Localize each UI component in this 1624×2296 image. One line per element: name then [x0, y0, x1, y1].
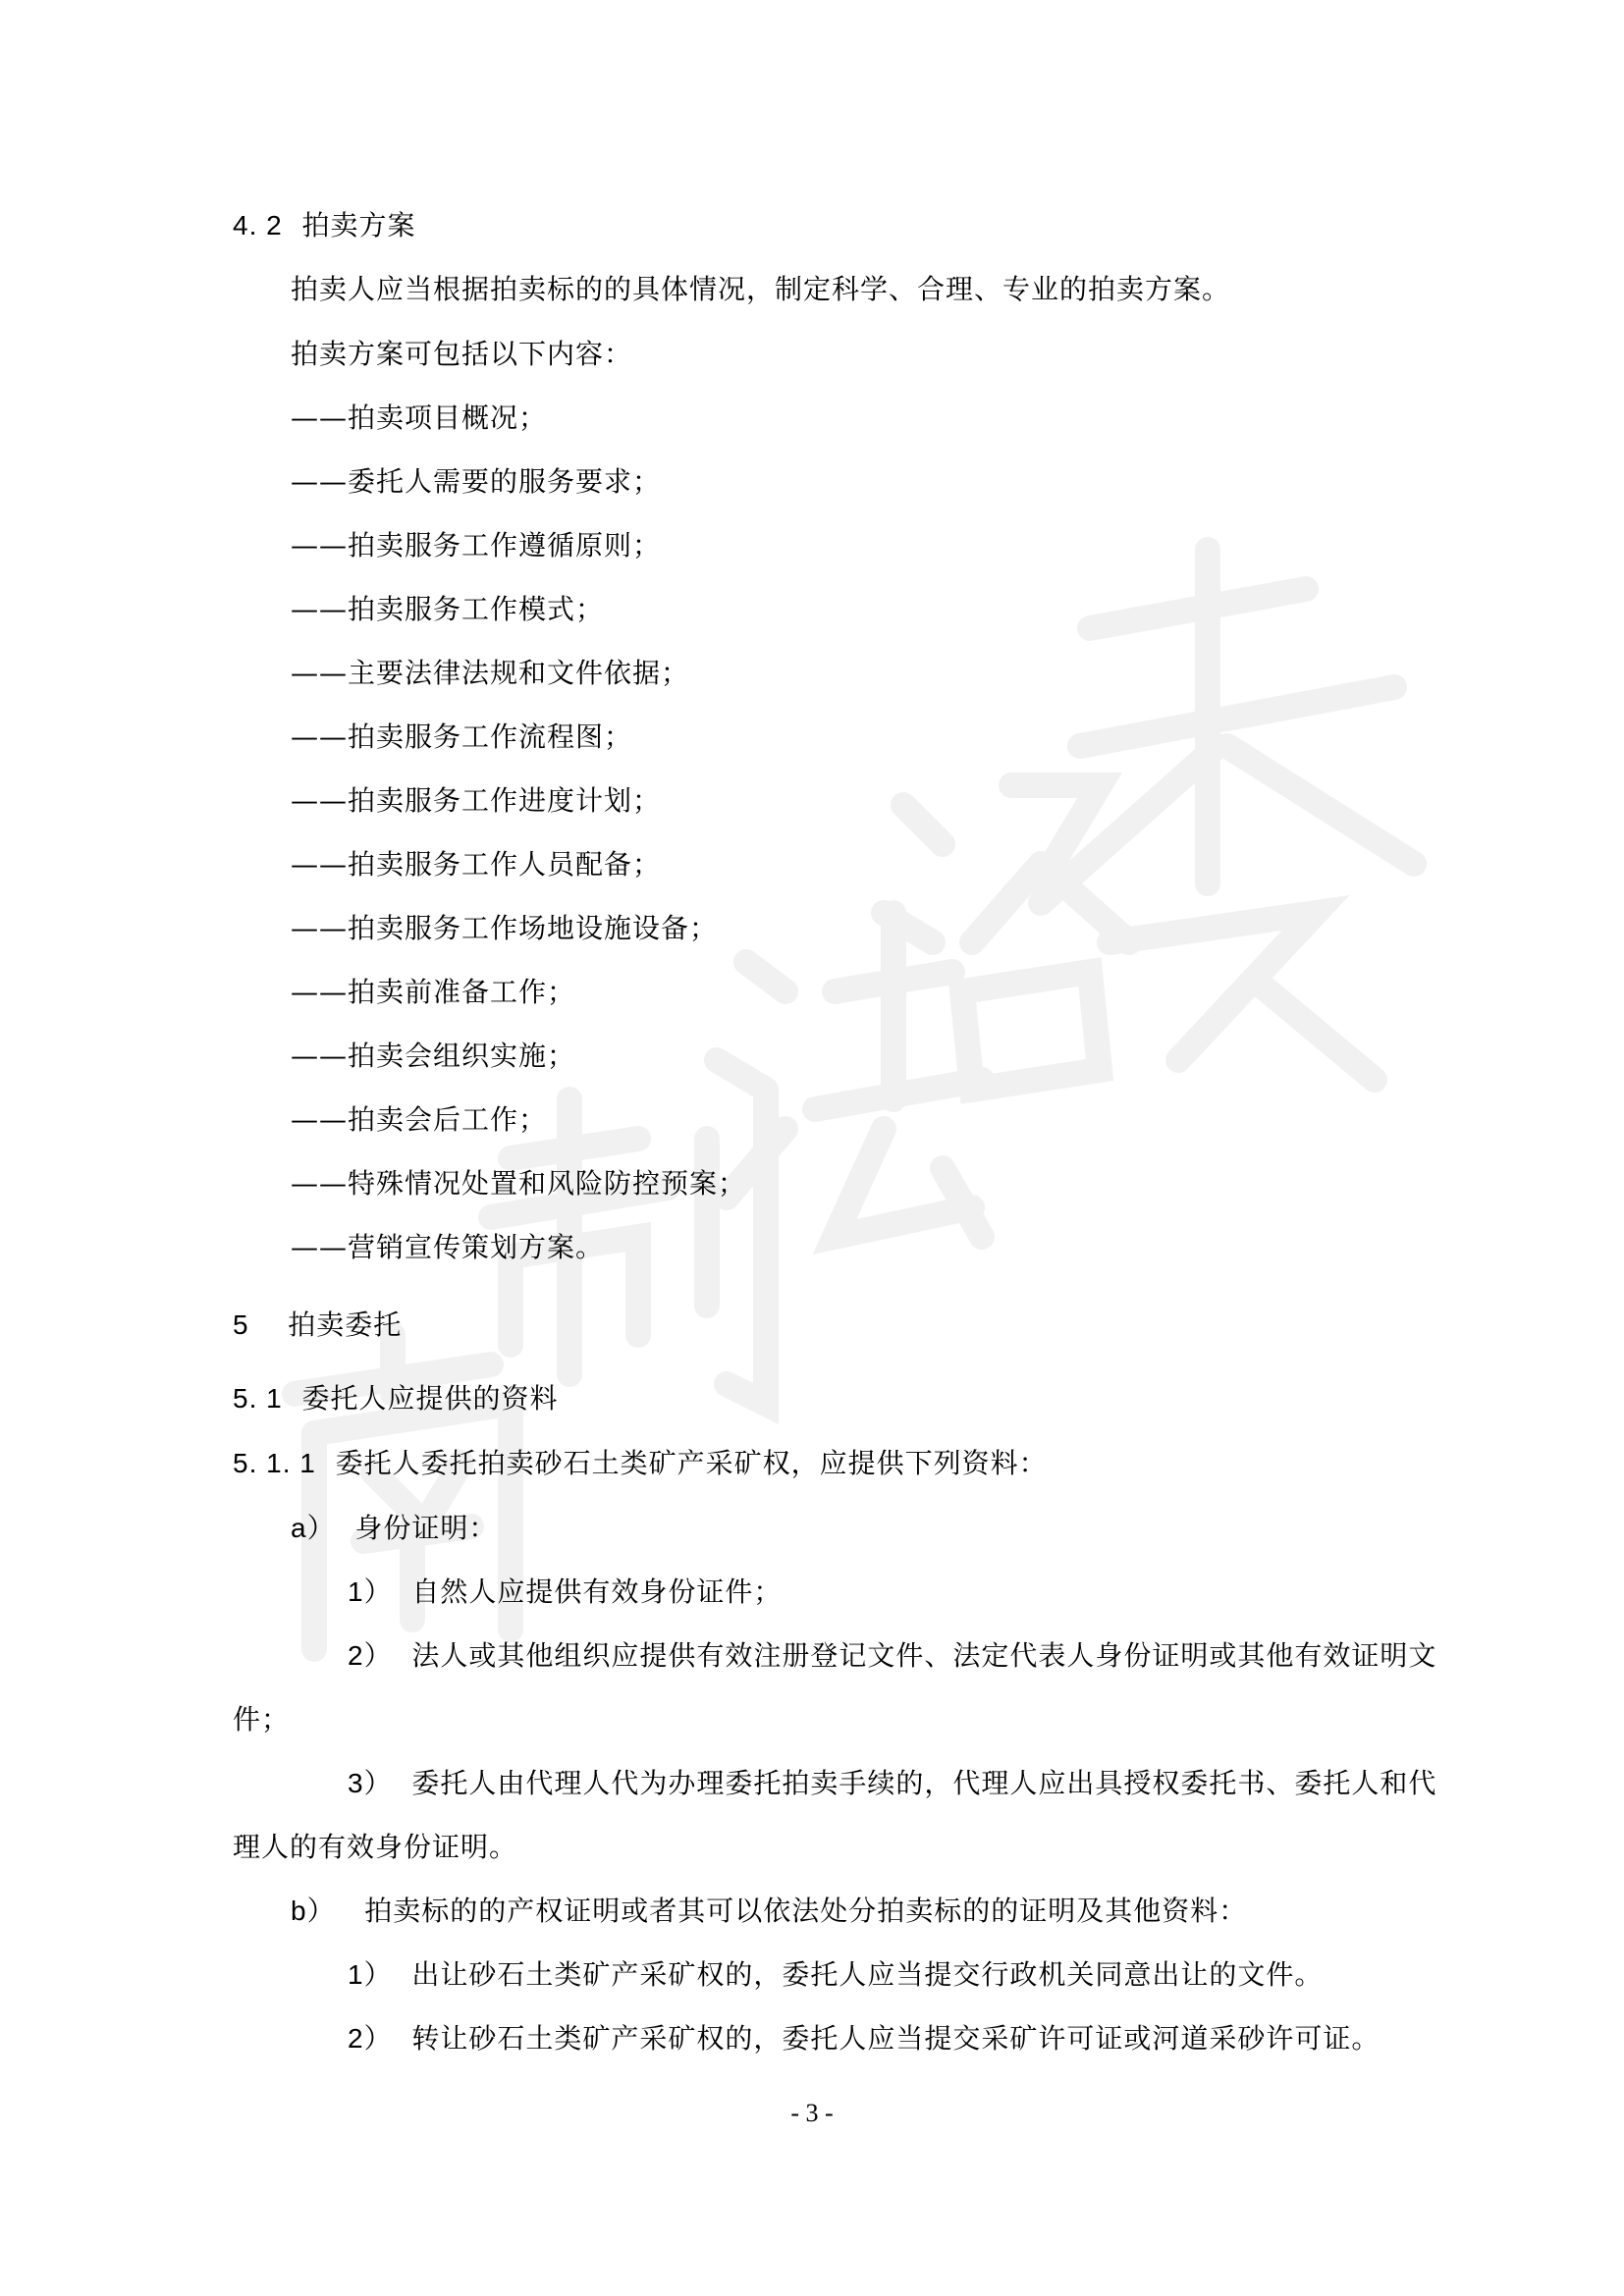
list-item: ——委托人需要的服务要求； [291, 465, 662, 498]
sub-text: 转让砂石土类矿产采矿权的，委托人应当提交采矿许可证或河道采砂许可证。 [411, 2022, 1380, 2055]
paragraph: 拍卖人应当根据拍卖标的的具体情况，制定科学、合理、专业的拍卖方案。 [291, 273, 1231, 305]
section-5-heading [233, 1306, 402, 1345]
list-item: ——拍卖服务工作遵循原则； [291, 529, 662, 561]
section-title: 委托人应提供的资料 [301, 1382, 559, 1415]
list-item: ——营销宣传策划方案。 [291, 1231, 605, 1263]
sub-item [348, 2019, 1380, 2058]
sub-item [348, 1764, 1436, 1803]
section-title: 拍卖方案 [301, 209, 416, 241]
list-item: ——拍卖服务工作流程图； [291, 721, 633, 753]
list-item: ——拍卖服务工作模式； [291, 593, 605, 625]
section-number: 5. 1. 1 [233, 1448, 316, 1478]
list-item-a [291, 1509, 497, 1548]
sub-marker: 2） [348, 1640, 393, 1671]
section-5-1-1 [233, 1444, 1048, 1483]
list-item: ——拍卖会组织实施； [291, 1040, 576, 1072]
list-text: 身份证明： [354, 1512, 498, 1544]
paragraph: 拍卖方案可包括以下内容： [291, 338, 633, 370]
sub-text-continuation: 理人的有效身份证明。 [233, 1831, 518, 1863]
list-marker: a） [291, 1513, 336, 1543]
page-number: - 3 - [790, 2099, 834, 2127]
list-text: 拍卖标的的产权证明或者其可以依法处分拍卖标的的证明及其他资料： [364, 1895, 1248, 1927]
sub-marker: 3） [348, 1768, 393, 1798]
section-4-2-heading [233, 206, 416, 245]
list-item: ——拍卖服务工作人员配备； [291, 848, 662, 881]
list-marker: b） [291, 1896, 336, 1926]
sub-text: 委托人由代理人代为办理委托拍卖手续的，代理人应出具授权委托书、委托人和代 [411, 1767, 1437, 1799]
sub-marker: 1） [348, 1576, 393, 1607]
list-item: ——拍卖项目概况； [291, 401, 548, 434]
list-item-b [291, 1892, 1247, 1931]
list-item: ——拍卖会后工作； [291, 1103, 548, 1136]
list-item: ——拍卖服务工作进度计划； [291, 784, 662, 817]
sub-marker: 1） [348, 1959, 393, 1990]
sub-item [348, 1573, 782, 1612]
section-title: 拍卖委托 [288, 1308, 403, 1341]
sub-marker: 2） [348, 2023, 393, 2054]
list-item: ——特殊情况处置和风险防控预案； [291, 1167, 747, 1200]
section-text: 委托人委托拍卖砂石土类矿产采矿权，应提供下列资料： [335, 1447, 1048, 1479]
list-item: ——拍卖前准备工作； [291, 976, 576, 1008]
list-item: ——主要法律法规和文件依据； [291, 657, 690, 689]
sub-text-continuation: 件； [233, 1703, 291, 1735]
section-number: 5 [233, 1309, 249, 1340]
section-number: 5. 1 [233, 1383, 283, 1414]
sub-item [348, 1636, 1436, 1676]
section-5-1-heading [233, 1379, 559, 1418]
sub-item [348, 1955, 1323, 1995]
sub-text: 法人或其他组织应提供有效注册登记文件、法定代表人身份证明或其他有效证明文 [411, 1639, 1437, 1672]
sub-text: 出让砂石土类矿产采矿权的，委托人应当提交行政机关同意出让的文件。 [411, 1958, 1324, 1991]
list-item: ——拍卖服务工作场地设施设备； [291, 912, 719, 944]
sub-text: 自然人应提供有效身份证件； [411, 1575, 783, 1608]
section-number: 4. 2 [233, 210, 283, 240]
